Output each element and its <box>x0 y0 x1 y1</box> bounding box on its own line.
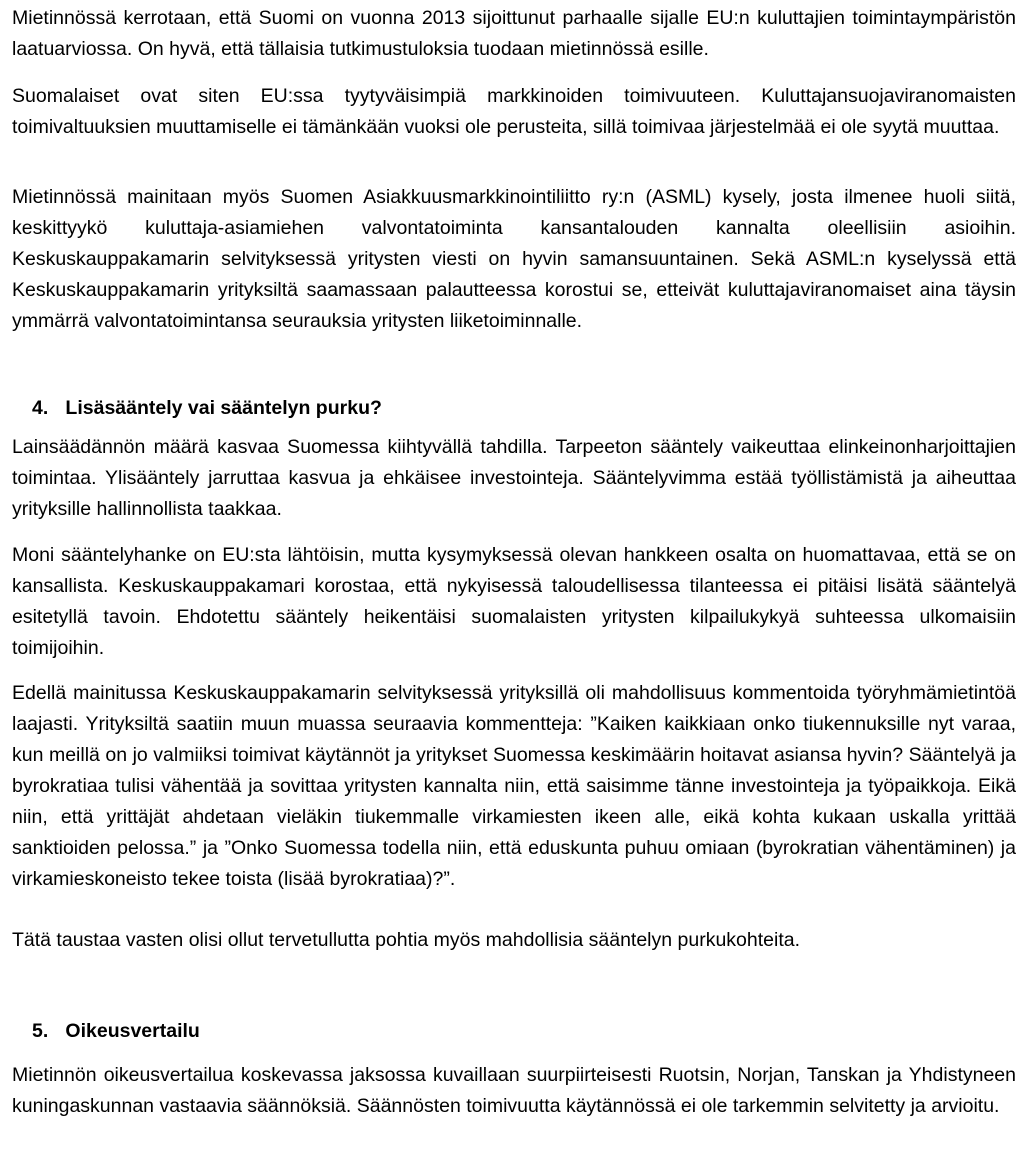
paragraph-national-project: Moni sääntelyhanke on EU:sta lähtöisin, mutta kysymyksessä olevan hankkeen osalta on huomattavaa, että se on kansallista. Keskuskauppakamari korostaa, että nykyisessä taloudellisessa tilanteessa ei pitäisi lisätä sääntelyä esitetyllä tavoin. Ehdotettu sääntely heikentäisi suomalaisten yritysten kilpailukykyä suhteessa ulkomaisiin toimijoihin. <box>12 544 1016 659</box>
section-number: 4. <box>32 397 49 419</box>
paragraph-asml-survey: Mietinnössä mainitaan myös Suomen Asiakkuusmarkkinointiliitto ry:n (ASML) kysely, josta ilmenee huoli siitä, keskittyykö kuluttaja-asiamiehen valvontatoiminta kansantalouden kannalta oleellisiin asioihin. Keskuskauppakamarin selvityksessä yritysten viesti on hyvin samansuuntainen. Sekä ASML:n kyselyssä että Keskuskauppakamarin yrityksiltä saamassaan palautteessa korostui se, etteivät kuluttajaviranomaiset aina täysin ymmärrä valvontatoimintansa seurauksia yritysten liiketoiminnalle. <box>12 186 1016 332</box>
section-title: Oikeusvertailu <box>65 1020 200 1042</box>
paragraph-legal-comparison: Mietinnön oikeusvertailua koskevassa jaksossa kuvaillaan suurpiirteisesti Ruotsin, Norjan, Tanskan ja Yhdistyneen kuningaskunnan vastaavia säännöksiä. Säännösten toimivuutta käytännössä ei ole tarkemmin selvitetty ja arvioitu. <box>12 1064 1016 1117</box>
paragraph-legislation-growth: Lainsäädännön määrä kasvaa Suomessa kiihtyvällä tahdilla. Tarpeeton sääntely vaikeuttaa elinkeinonharjoittajien toimintaa. Ylisääntely jarruttaa kasvua ja ehkäisee investointeja. Sääntelyvimma estää työllistämistä ja aiheuttaa yrityksille hallinnollista taakkaa. <box>12 436 1016 520</box>
section-heading-5 <box>12 1016 200 1047</box>
paragraph-market-satisfaction: Suomalaiset ovat siten EU:ssa tyytyväisimpiä markkinoiden toimivuuteen. Kuluttajansuojaviranomaisten toimivaltuuksien muuttamiselle ei tämänkään vuoksi ole perusteita, sillä toimivaa järjestelmää ei ole syytä muuttaa. <box>12 85 1016 138</box>
section-number: 5. <box>32 1020 49 1042</box>
paragraph-company-comments: Edellä mainitussa Keskuskauppakamarin selvityksessä yrityksillä oli mahdollisuus kommentoida työryhmämietintöä laajasti. Yrityksiltä saatiin muun muassa seuraavia kommentteja: ”Kaiken kaikkiaan onko tiukennuksille nyt varaa, kun meillä on jo valmiiksi toimivat käytännöt ja yritykset Suomessa keskimäärin hoitavat asiansa hyvin? Sääntelyä ja byrokratiaa tulisi vähentää ja sovittaa yritysten kannalta niin, että saisimme tänne investointeja ja työpaikkoja. Eikä niin, että yrittäjät ahdetaan vieläkin tiukemmalle virkamiesten ikeen alle, eikä kohta kukaan uskalla yrittää sanktioiden pelossa.” ja ”Onko Suomessa todella niin, että eduskunta puhuu omiaan (byrokratian vähentäminen) ja virkamieskoneisto tekee toista (lisää byrokratiaa)?”. <box>12 682 1016 890</box>
paragraph-deregulation: Tätä taustaa vasten olisi ollut tervetullutta pohtia myös mahdollisia sääntelyn purkukohteita. <box>12 929 801 951</box>
section-title: Lisäsääntely vai sääntelyn purku? <box>65 397 382 419</box>
section-heading-4 <box>12 393 382 424</box>
paragraph-consumer-ranking: Mietinnössä kerrotaan, että Suomi on vuonna 2013 sijoittunut parhaalle sijalle EU:n kuluttajien toimintaympäristön laatuarviossa. On hyvä, että tällaisia tutkimustuloksia tuodaan mietinnössä esille. <box>12 7 1016 60</box>
